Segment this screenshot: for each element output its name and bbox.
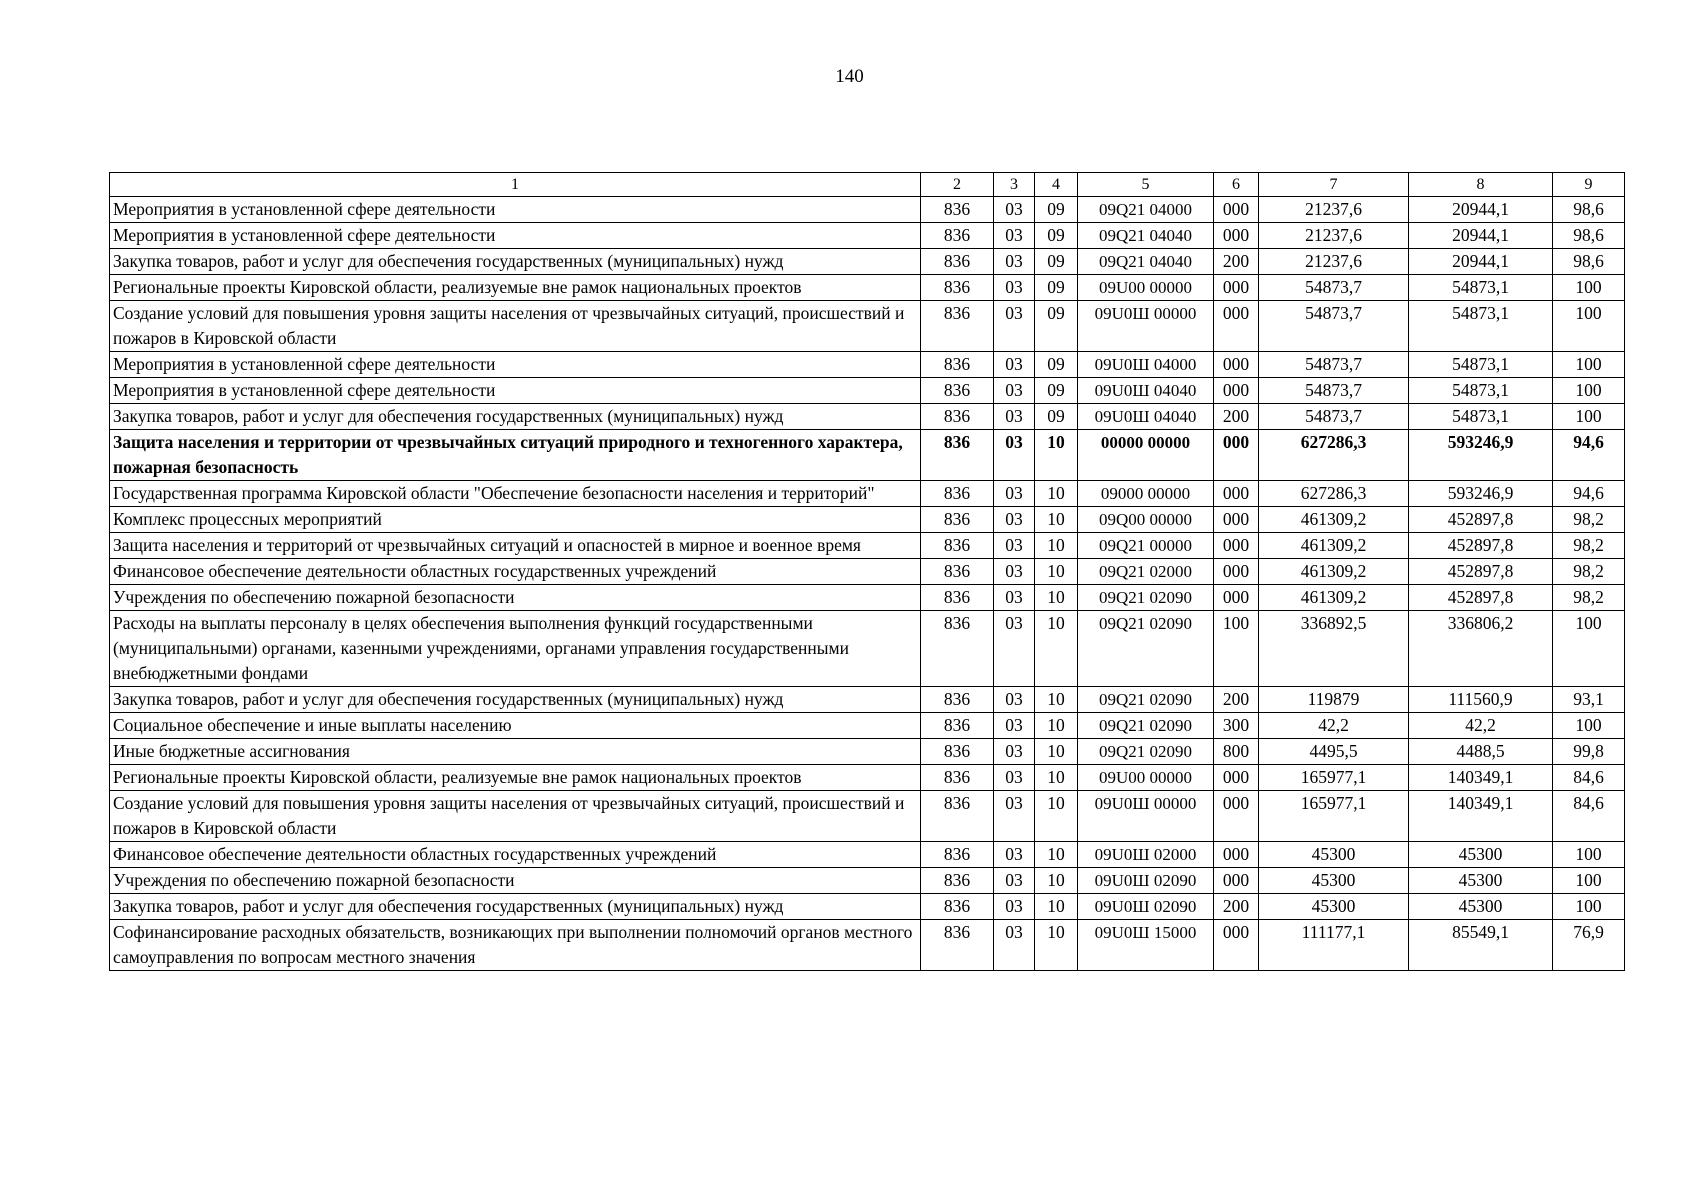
expense-type-cell: 000 — [1214, 352, 1259, 378]
executed-amount-cell: 593246,9 — [1409, 481, 1553, 507]
planned-amount-cell: 461309,2 — [1259, 533, 1409, 559]
percent-cell: 98,2 — [1553, 507, 1625, 533]
target-article-cell: 09U0Ш 00000 — [1078, 301, 1214, 352]
header-row — [110, 173, 1625, 197]
expense-type-cell: 000 — [1214, 765, 1259, 791]
table-row — [110, 611, 1625, 687]
percent-cell: 100 — [1553, 713, 1625, 739]
column-header: 4 — [1035, 173, 1078, 197]
expense-type-cell: 000 — [1214, 507, 1259, 533]
section-cell: 03 — [994, 301, 1035, 352]
budget-table-container — [109, 172, 1624, 971]
admin-code-cell: 836 — [921, 249, 994, 275]
expense-type-cell: 000 — [1214, 868, 1259, 894]
percent-cell: 100 — [1553, 894, 1625, 920]
table-row — [110, 791, 1625, 842]
subsection-cell: 10 — [1035, 894, 1078, 920]
executed-amount-cell: 54873,1 — [1409, 301, 1553, 352]
subsection-cell: 10 — [1035, 611, 1078, 687]
percent-cell: 100 — [1553, 842, 1625, 868]
section-cell: 03 — [994, 765, 1035, 791]
executed-amount-cell: 336806,2 — [1409, 611, 1553, 687]
executed-amount-cell: 45300 — [1409, 868, 1553, 894]
expense-type-cell: 000 — [1214, 275, 1259, 301]
target-article-cell: 09Q21 02090 — [1078, 585, 1214, 611]
row-name-cell: Мероприятия в установленной сфере деятельности — [110, 223, 921, 249]
subsection-cell: 10 — [1035, 713, 1078, 739]
target-article-cell: 09Q21 00000 — [1078, 533, 1214, 559]
column-header: 5 — [1078, 173, 1214, 197]
executed-amount-cell: 593246,9 — [1409, 430, 1553, 481]
planned-amount-cell: 54873,7 — [1259, 301, 1409, 352]
admin-code-cell: 836 — [921, 739, 994, 765]
table-row — [110, 197, 1625, 223]
expense-type-cell: 100 — [1214, 611, 1259, 687]
column-header: 2 — [921, 173, 994, 197]
target-article-cell: 09000 00000 — [1078, 481, 1214, 507]
table-row — [110, 249, 1625, 275]
table-row — [110, 842, 1625, 868]
expense-type-cell: 000 — [1214, 559, 1259, 585]
admin-code-cell: 836 — [921, 430, 994, 481]
planned-amount-cell: 461309,2 — [1259, 559, 1409, 585]
admin-code-cell: 836 — [921, 585, 994, 611]
admin-code-cell: 836 — [921, 687, 994, 713]
planned-amount-cell: 461309,2 — [1259, 507, 1409, 533]
subsection-cell: 09 — [1035, 275, 1078, 301]
section-cell: 03 — [994, 842, 1035, 868]
row-name-cell: Защита населения и территории от чрезвычайных ситуаций природного и техногенного характера, пожарная безопасность — [110, 430, 921, 481]
row-name-cell: Региональные проекты Кировской области, реализуемые вне рамок национальных проектов — [110, 275, 921, 301]
section-cell: 03 — [994, 352, 1035, 378]
subsection-cell: 09 — [1035, 197, 1078, 223]
budget-table — [109, 172, 1625, 971]
executed-amount-cell: 45300 — [1409, 842, 1553, 868]
column-header: 9 — [1553, 173, 1625, 197]
row-name-cell: Софинансирование расходных обязательств, возникающих при выполнении полномочий органов местного самоуправления по вопросам местного значения — [110, 920, 921, 971]
planned-amount-cell: 627286,3 — [1259, 430, 1409, 481]
admin-code-cell: 836 — [921, 842, 994, 868]
percent-cell: 100 — [1553, 611, 1625, 687]
section-cell: 03 — [994, 430, 1035, 481]
planned-amount-cell: 45300 — [1259, 894, 1409, 920]
table-row — [110, 559, 1625, 585]
row-name-cell: Закупка товаров, работ и услуг для обеспечения государственных (муниципальных) нужд — [110, 249, 921, 275]
target-article-cell: 09U00 00000 — [1078, 765, 1214, 791]
admin-code-cell: 836 — [921, 611, 994, 687]
table-row — [110, 378, 1625, 404]
section-cell: 03 — [994, 378, 1035, 404]
table-row — [110, 868, 1625, 894]
table-row — [110, 533, 1625, 559]
section-cell: 03 — [994, 791, 1035, 842]
row-name-cell: Социальное обеспечение и иные выплаты населению — [110, 713, 921, 739]
admin-code-cell: 836 — [921, 352, 994, 378]
subsection-cell: 10 — [1035, 533, 1078, 559]
section-cell: 03 — [994, 739, 1035, 765]
planned-amount-cell: 45300 — [1259, 868, 1409, 894]
section-cell: 03 — [994, 275, 1035, 301]
admin-code-cell: 836 — [921, 868, 994, 894]
row-name-cell: Учреждения по обеспечению пожарной безопасности — [110, 585, 921, 611]
table-row — [110, 404, 1625, 430]
planned-amount-cell: 165977,1 — [1259, 765, 1409, 791]
row-name-cell: Финансовое обеспечение деятельности областных государственных учреждений — [110, 842, 921, 868]
executed-amount-cell: 452897,8 — [1409, 507, 1553, 533]
planned-amount-cell: 21237,6 — [1259, 197, 1409, 223]
subsection-cell: 09 — [1035, 301, 1078, 352]
subsection-cell: 10 — [1035, 585, 1078, 611]
row-name-cell: Создание условий для повышения уровня защиты населения от чрезвычайных ситуаций, происшествий и пожаров в Кировской области — [110, 301, 921, 352]
subsection-cell: 10 — [1035, 507, 1078, 533]
row-name-cell: Региональные проекты Кировской области, реализуемые вне рамок национальных проектов — [110, 765, 921, 791]
subsection-cell: 09 — [1035, 249, 1078, 275]
percent-cell: 100 — [1553, 378, 1625, 404]
section-cell: 03 — [994, 868, 1035, 894]
section-cell: 03 — [994, 920, 1035, 971]
percent-cell: 94,6 — [1553, 430, 1625, 481]
table-row — [110, 481, 1625, 507]
planned-amount-cell: 54873,7 — [1259, 275, 1409, 301]
admin-code-cell: 836 — [921, 765, 994, 791]
target-article-cell: 09U0Ш 02090 — [1078, 894, 1214, 920]
target-article-cell: 09Q21 02090 — [1078, 713, 1214, 739]
row-name-cell: Закупка товаров, работ и услуг для обеспечения государственных (муниципальных) нужд — [110, 404, 921, 430]
subsection-cell: 10 — [1035, 868, 1078, 894]
subsection-cell: 09 — [1035, 223, 1078, 249]
admin-code-cell: 836 — [921, 507, 994, 533]
admin-code-cell: 836 — [921, 894, 994, 920]
column-header: 6 — [1214, 173, 1259, 197]
percent-cell: 100 — [1553, 275, 1625, 301]
expense-type-cell: 000 — [1214, 533, 1259, 559]
target-article-cell: 09Q21 04040 — [1078, 223, 1214, 249]
executed-amount-cell: 54873,1 — [1409, 352, 1553, 378]
percent-cell: 98,6 — [1553, 249, 1625, 275]
expense-type-cell: 000 — [1214, 842, 1259, 868]
executed-amount-cell: 140349,1 — [1409, 765, 1553, 791]
admin-code-cell: 836 — [921, 481, 994, 507]
expense-type-cell: 000 — [1214, 301, 1259, 352]
target-article-cell: 09Q21 04040 — [1078, 249, 1214, 275]
percent-cell: 100 — [1553, 404, 1625, 430]
subsection-cell: 10 — [1035, 481, 1078, 507]
admin-code-cell: 836 — [921, 713, 994, 739]
expense-type-cell: 000 — [1214, 481, 1259, 507]
percent-cell: 100 — [1553, 352, 1625, 378]
row-name-cell: Закупка товаров, работ и услуг для обеспечения государственных (муниципальных) нужд — [110, 894, 921, 920]
percent-cell: 84,6 — [1553, 791, 1625, 842]
section-cell: 03 — [994, 585, 1035, 611]
table-body — [110, 197, 1625, 971]
planned-amount-cell: 45300 — [1259, 842, 1409, 868]
row-name-cell: Создание условий для повышения уровня защиты населения от чрезвычайных ситуаций, происшествий и пожаров в Кировской области — [110, 791, 921, 842]
section-cell: 03 — [994, 249, 1035, 275]
target-article-cell: 09U0Ш 04040 — [1078, 404, 1214, 430]
table-row — [110, 430, 1625, 481]
planned-amount-cell: 42,2 — [1259, 713, 1409, 739]
row-name-cell: Расходы на выплаты персоналу в целях обеспечения выполнения функций государственными (муниципальными) органами, казенными учреждениями, органами управления государственными внебюджетными фондами — [110, 611, 921, 687]
expense-type-cell: 200 — [1214, 404, 1259, 430]
expense-type-cell: 800 — [1214, 739, 1259, 765]
admin-code-cell: 836 — [921, 404, 994, 430]
expense-type-cell: 000 — [1214, 920, 1259, 971]
row-name-cell: Государственная программа Кировской области "Обеспечение безопасности населения и территорий" — [110, 481, 921, 507]
executed-amount-cell: 54873,1 — [1409, 404, 1553, 430]
admin-code-cell: 836 — [921, 378, 994, 404]
planned-amount-cell: 21237,6 — [1259, 223, 1409, 249]
row-name-cell: Комплекс процессных мероприятий — [110, 507, 921, 533]
row-name-cell: Иные бюджетные ассигнования — [110, 739, 921, 765]
percent-cell: 98,6 — [1553, 223, 1625, 249]
row-name-cell: Учреждения по обеспечению пожарной безопасности — [110, 868, 921, 894]
target-article-cell: 09U0Ш 02000 — [1078, 842, 1214, 868]
table-row — [110, 713, 1625, 739]
planned-amount-cell: 111177,1 — [1259, 920, 1409, 971]
subsection-cell: 10 — [1035, 430, 1078, 481]
table-row — [110, 920, 1625, 971]
column-header: 8 — [1409, 173, 1553, 197]
admin-code-cell: 836 — [921, 301, 994, 352]
section-cell: 03 — [994, 611, 1035, 687]
row-name-cell: Мероприятия в установленной сфере деятельности — [110, 352, 921, 378]
target-article-cell: 09U0Ш 02090 — [1078, 868, 1214, 894]
subsection-cell: 10 — [1035, 559, 1078, 585]
row-name-cell: Мероприятия в установленной сфере деятельности — [110, 378, 921, 404]
admin-code-cell: 836 — [921, 223, 994, 249]
target-article-cell: 09Q21 02090 — [1078, 687, 1214, 713]
expense-type-cell: 000 — [1214, 430, 1259, 481]
planned-amount-cell: 21237,6 — [1259, 249, 1409, 275]
executed-amount-cell: 85549,1 — [1409, 920, 1553, 971]
section-cell: 03 — [994, 559, 1035, 585]
percent-cell: 76,9 — [1553, 920, 1625, 971]
expense-type-cell: 000 — [1214, 378, 1259, 404]
subsection-cell: 10 — [1035, 687, 1078, 713]
target-article-cell: 09Q21 02090 — [1078, 611, 1214, 687]
executed-amount-cell: 452897,8 — [1409, 533, 1553, 559]
expense-type-cell: 300 — [1214, 713, 1259, 739]
table-row — [110, 894, 1625, 920]
expense-type-cell: 200 — [1214, 249, 1259, 275]
table-row — [110, 765, 1625, 791]
executed-amount-cell: 111560,9 — [1409, 687, 1553, 713]
row-name-cell: Закупка товаров, работ и услуг для обеспечения государственных (муниципальных) нужд — [110, 687, 921, 713]
page-number: 140 — [835, 66, 864, 87]
table-row — [110, 223, 1625, 249]
executed-amount-cell: 20944,1 — [1409, 249, 1553, 275]
planned-amount-cell: 4495,5 — [1259, 739, 1409, 765]
expense-type-cell: 200 — [1214, 687, 1259, 713]
admin-code-cell: 836 — [921, 559, 994, 585]
admin-code-cell: 836 — [921, 197, 994, 223]
table-row — [110, 352, 1625, 378]
planned-amount-cell: 336892,5 — [1259, 611, 1409, 687]
target-article-cell: 09Q21 04000 — [1078, 197, 1214, 223]
percent-cell: 99,8 — [1553, 739, 1625, 765]
planned-amount-cell: 461309,2 — [1259, 585, 1409, 611]
percent-cell: 98,2 — [1553, 533, 1625, 559]
executed-amount-cell: 45300 — [1409, 894, 1553, 920]
table-row — [110, 687, 1625, 713]
planned-amount-cell: 627286,3 — [1259, 481, 1409, 507]
planned-amount-cell: 119879 — [1259, 687, 1409, 713]
subsection-cell: 10 — [1035, 842, 1078, 868]
percent-cell: 98,6 — [1553, 197, 1625, 223]
row-name-cell: Мероприятия в установленной сфере деятельности — [110, 197, 921, 223]
column-header: 7 — [1259, 173, 1409, 197]
percent-cell: 100 — [1553, 868, 1625, 894]
executed-amount-cell: 54873,1 — [1409, 378, 1553, 404]
planned-amount-cell: 54873,7 — [1259, 352, 1409, 378]
subsection-cell: 09 — [1035, 378, 1078, 404]
executed-amount-cell: 452897,8 — [1409, 585, 1553, 611]
executed-amount-cell: 42,2 — [1409, 713, 1553, 739]
expense-type-cell: 000 — [1214, 223, 1259, 249]
planned-amount-cell: 54873,7 — [1259, 404, 1409, 430]
executed-amount-cell: 20944,1 — [1409, 223, 1553, 249]
subsection-cell: 09 — [1035, 404, 1078, 430]
percent-cell: 100 — [1553, 301, 1625, 352]
section-cell: 03 — [994, 713, 1035, 739]
percent-cell: 93,1 — [1553, 687, 1625, 713]
section-cell: 03 — [994, 533, 1035, 559]
section-cell: 03 — [994, 223, 1035, 249]
executed-amount-cell: 452897,8 — [1409, 559, 1553, 585]
subsection-cell: 10 — [1035, 765, 1078, 791]
target-article-cell: 09U0Ш 04040 — [1078, 378, 1214, 404]
executed-amount-cell: 20944,1 — [1409, 197, 1553, 223]
expense-type-cell: 000 — [1214, 791, 1259, 842]
executed-amount-cell: 4488,5 — [1409, 739, 1553, 765]
percent-cell: 98,2 — [1553, 585, 1625, 611]
percent-cell: 94,6 — [1553, 481, 1625, 507]
executed-amount-cell: 140349,1 — [1409, 791, 1553, 842]
target-article-cell: 09U00 00000 — [1078, 275, 1214, 301]
executed-amount-cell: 54873,1 — [1409, 275, 1553, 301]
section-cell: 03 — [994, 197, 1035, 223]
admin-code-cell: 836 — [921, 920, 994, 971]
subsection-cell: 09 — [1035, 352, 1078, 378]
table-row — [110, 275, 1625, 301]
expense-type-cell: 000 — [1214, 585, 1259, 611]
subsection-cell: 10 — [1035, 739, 1078, 765]
expense-type-cell: 200 — [1214, 894, 1259, 920]
section-cell: 03 — [994, 481, 1035, 507]
table-row — [110, 507, 1625, 533]
target-article-cell: 09Q21 02090 — [1078, 739, 1214, 765]
section-cell: 03 — [994, 404, 1035, 430]
planned-amount-cell: 165977,1 — [1259, 791, 1409, 842]
row-name-cell: Финансовое обеспечение деятельности областных государственных учреждений — [110, 559, 921, 585]
admin-code-cell: 836 — [921, 533, 994, 559]
subsection-cell: 10 — [1035, 791, 1078, 842]
column-header: 1 — [110, 173, 921, 197]
column-header: 3 — [994, 173, 1035, 197]
target-article-cell: 09Q00 00000 — [1078, 507, 1214, 533]
target-article-cell: 09U0Ш 04000 — [1078, 352, 1214, 378]
target-article-cell: 09U0Ш 15000 — [1078, 920, 1214, 971]
target-article-cell: 09U0Ш 00000 — [1078, 791, 1214, 842]
table-row — [110, 301, 1625, 352]
percent-cell: 98,2 — [1553, 559, 1625, 585]
section-cell: 03 — [994, 687, 1035, 713]
target-article-cell: 09Q21 02000 — [1078, 559, 1214, 585]
percent-cell: 84,6 — [1553, 765, 1625, 791]
target-article-cell: 00000 00000 — [1078, 430, 1214, 481]
section-cell: 03 — [994, 894, 1035, 920]
planned-amount-cell: 54873,7 — [1259, 378, 1409, 404]
table-row — [110, 739, 1625, 765]
table-row — [110, 585, 1625, 611]
admin-code-cell: 836 — [921, 275, 994, 301]
row-name-cell: Защита населения и территорий от чрезвычайных ситуаций и опасностей в мирное и военное время — [110, 533, 921, 559]
section-cell: 03 — [994, 507, 1035, 533]
subsection-cell: 10 — [1035, 920, 1078, 971]
expense-type-cell: 000 — [1214, 197, 1259, 223]
admin-code-cell: 836 — [921, 791, 994, 842]
